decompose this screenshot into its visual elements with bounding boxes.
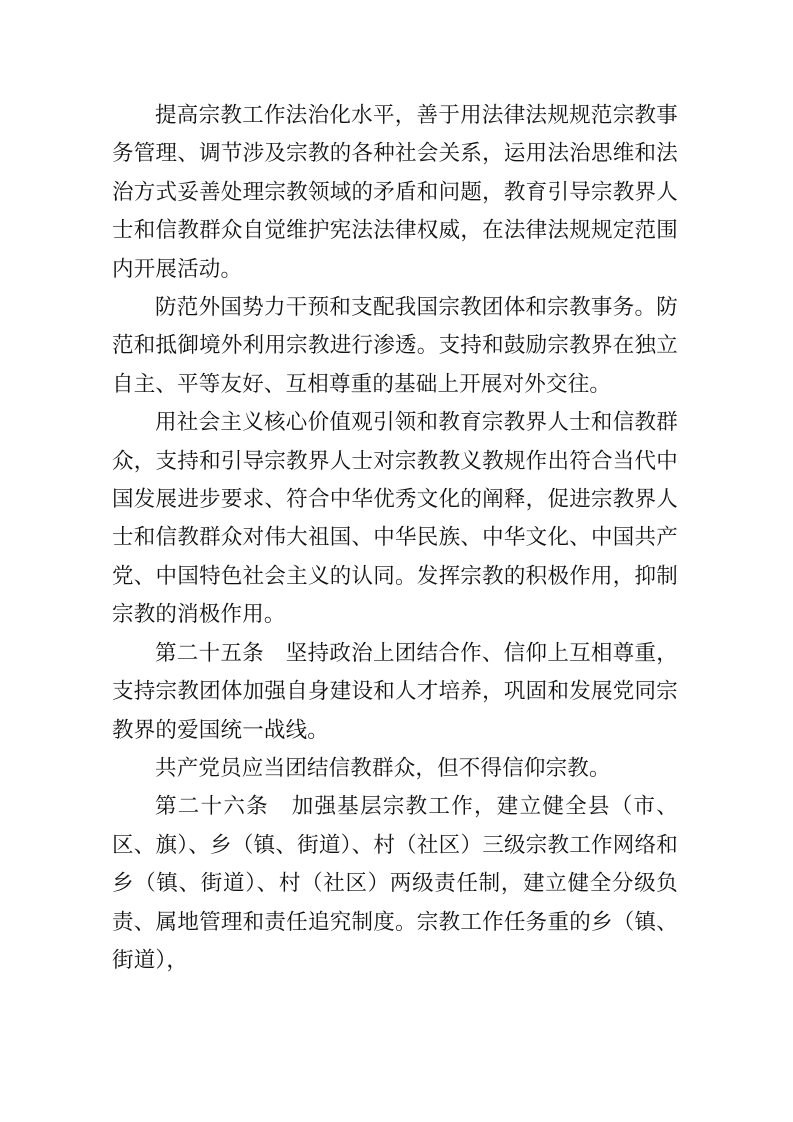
paragraph-5: 共产党员应当团结信教群众，但不得信仰宗教。	[155, 755, 611, 781]
document-body	[112, 97, 678, 980]
paragraph-article-26: 第二十六条 加强基层宗教工作，建立健全县（市、区、旗）、乡（镇、街道）、村（社区）三级宗教工作网络和乡（镇、街道）、村（社区）两级责任制，建立健全分级负责、属地管理和责任追究制度。宗教工作任务重的乡（镇、街道），	[112, 794, 678, 973]
paragraph-2: 防范外国势力干预和支配我国宗教团体和宗教事务。防范和抵御境外利用宗教进行渗透。支持和鼓励宗教界在独立自主、平等友好、互相尊重的基础上开展对外交往。	[112, 295, 678, 397]
paragraph-article-25: 第二十五条 坚持政治上团结合作、信仰上互相尊重，支持宗教团体加强自身建设和人才培养，巩固和发展党同宗教界的爱国统一战线。	[112, 640, 678, 743]
paragraph-1: 提高宗教工作法治化水平，善于用法律法规规范宗教事务管理、调节涉及宗教的各种社会关系，运用法治思维和法治方式妥善处理宗教领域的矛盾和问题，教育引导宗教界人士和信教群众自觉维护宪法法律权威，在法律法规规定范围内开展活动。	[112, 103, 678, 282]
paragraph-3: 用社会主义核心价值观引领和教育宗教界人士和信教群众，支持和引导宗教界人士对宗教教义教规作出符合当代中国发展进步要求、符合中华优秀文化的阐释，促进宗教界人士和信教群众对伟大祖国、中华民族、中华文化、中国共产党、中国特色社会主义的认同。发挥宗教的积极作用，抑制宗教的消极作用。	[112, 410, 678, 628]
